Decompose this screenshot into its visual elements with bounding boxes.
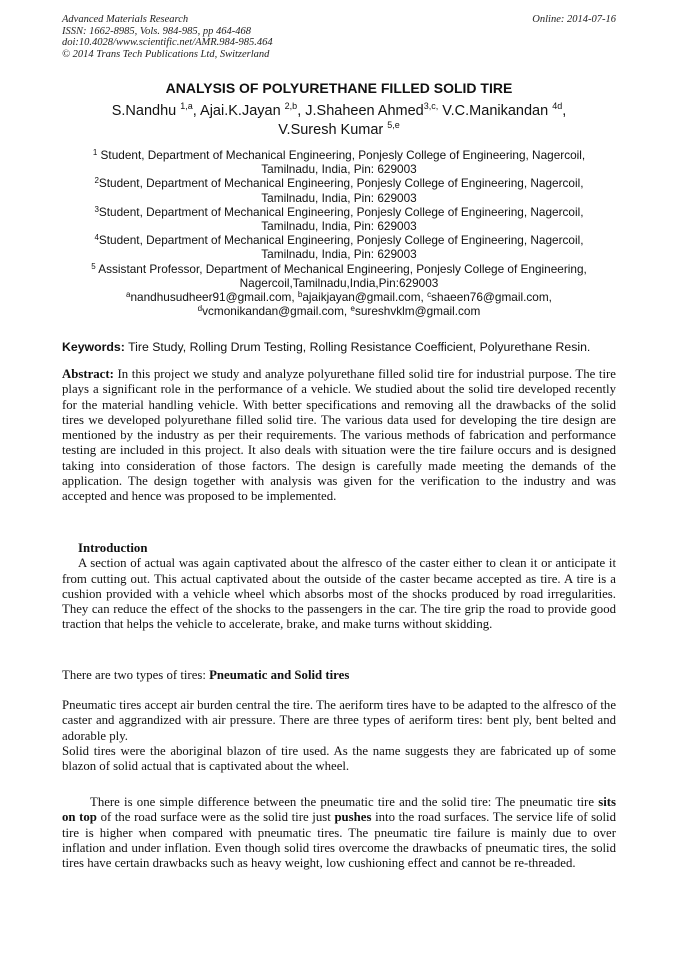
affiliation-5-address: Nagercoil,Tamilnadu,India,Pin:629003 <box>239 275 439 290</box>
author-sup: 2,b <box>284 101 298 111</box>
affiliation-2: $^2$Student, Department of Mechanical Engineering, Ponjesly College of Engineering, Nagercoil, <box>94 176 584 191</box>
affiliations <box>62 148 616 318</box>
author-name: , Ajai.K.Jayan <box>192 103 285 119</box>
email-line-1: $^a$nandhusudheer91@gmail.com, $^b$ajaikjayan@gmail.com, $^c$shaeen76@gmail.com, <box>126 290 552 305</box>
tire-descriptions <box>62 698 616 774</box>
introduction-section <box>62 541 616 633</box>
difference-paragraph: There is one simple difference between the pneumatic tire and the solid tire: The pneumatic tire sits on top of the road surface were as the solid tire just pushes into the road surfaces. The service life of solid tire is higher when compared with pneumatic tires. The pneumatic tire failure is mainly due to over inflation and under inflation. Even though solid tires overcome the drawbacks of pneumatic tires, the solid tires have certain drawbacks such as heavy weight, low cushioning effect and cannot be re-threaded. <box>62 795 617 871</box>
email-a[interactable]: nandhusudheer91@gmail.com, <box>130 290 298 305</box>
email-e[interactable]: sureshvklm@gmail.com <box>354 304 481 319</box>
abstract-label: Abstract: <box>62 367 114 381</box>
author-list <box>62 102 616 140</box>
abstract <box>62 367 616 505</box>
pneumatic-paragraph: Pneumatic tires accept air burden central the tire. The aeriform tires have to be adapted to the alfresco of the caster and aggrandized with air pressure. There are three types of aeriform tires: bent ply, bent belted and adorable ply. <box>62 698 616 743</box>
author-sup: 1,a <box>180 101 193 111</box>
abstract-text: In this project we study and analyze polyurethane filled solid tire for industrial purpose. The tire plays a significant role in the performance of a vehicle. We studied about the solid tire developed recently for the material handling vehicle. With better specifications and removing all the drawbacks of the solid tires we developed polyurethane filled solid tire. The various data used for developing the tire design are mentioned by the industry as per their requirements. The various methods of fabrication and performance testing are included in this project. It also deals with situation were the tire failure occurs and is designed taking into consideration of those factors. The design is carefully made meeting the demands of the application. The design together with analysis was given for the verification to the industry and was accepted and hence was proposed to be implemented. <box>62 367 616 504</box>
paper-title: ANALYSIS OF POLYURETHANE FILLED SOLID TIRE <box>165 80 513 96</box>
affiliation-3: $^3$Student, Department of Mechanical Engineering, Ponjesly College of Engineering, Nagercoil, <box>94 204 584 219</box>
keywords <box>62 340 616 355</box>
author-name: , <box>562 103 567 119</box>
author-sup: 4d <box>552 101 563 111</box>
email-d[interactable]: vcmonikandan@gmail.com, <box>202 304 351 319</box>
email-line-2: $^d$vcmonikandan@gmail.com, $^e$sureshvklm@gmail.com <box>197 304 481 319</box>
introduction-text: A section of actual was again captivated about the alfresco of the caster either to clean it or anticipate it from cutting out. This actual captivated about the outside of the caster became accepted as tire. A tire is a cushion provided with a vehicle wheel which absorbs most of the shocks produced by road irregularities. They can reduce the effect of the shocks to the passengers in the car. The tire grip the road to provide good traction that helps the vehicle to accelerate, brake, and make turns without skidding. <box>62 556 616 632</box>
keywords-label: Keywords: <box>62 340 125 354</box>
author-name: , J.Shaheen Ahmed <box>297 103 424 119</box>
email-b[interactable]: ajaikjayan@gmail.com, <box>302 290 428 305</box>
author-sup: 5,e <box>387 120 400 130</box>
affiliation-2-address: Tamilnadu, India, Pin: 629003 <box>261 190 417 205</box>
online-date: Online: 2014-07-16 <box>532 14 616 25</box>
author-name: V.Suresh Kumar <box>278 122 388 138</box>
tire-types: There are two types of tires: Pneumatic and Solid tires <box>62 668 350 682</box>
tire-types-bold: Pneumatic and Solid tires <box>209 668 350 682</box>
issn-line: ISSN: 1662-8985, Vols. 984-985, pp 464-468 <box>62 25 251 37</box>
affiliation-1: $^1$ Student, Department of Mechanical Engineering, Ponjesly College of Engineering, Nagercoil, <box>92 148 586 162</box>
email-c[interactable]: shaeen76@gmail.com, <box>431 290 552 305</box>
affiliation-1-address: Tamilnadu, India, Pin: 629003 <box>261 162 417 177</box>
affiliation-4: $^4$Student, Department of Mechanical Engineering, Ponjesly College of Engineering, Nagercoil, <box>94 233 584 248</box>
keywords-text: Tire Study, Rolling Drum Testing, Rolling Resistance Coefficient, Polyurethane Resin. <box>124 340 591 354</box>
affiliation-3-address: Tamilnadu, India, Pin: 629003 <box>261 219 417 234</box>
author-name: V.C.Manikandan <box>438 103 553 119</box>
copyright-line: © 2014 Trans Tech Publications Ltd, Switzerland <box>62 48 270 60</box>
author-name: S.Nandhu <box>111 103 181 119</box>
journal-header <box>62 14 273 60</box>
affiliation-4-address: Tamilnadu, India, Pin: 629003 <box>261 247 417 262</box>
doi-line: doi:10.4028/www.scientific.net/AMR.984-985.464 <box>62 37 273 48</box>
introduction-heading: Introduction <box>78 541 148 555</box>
journal-name: Advanced Materials Research <box>62 14 189 25</box>
solid-paragraph: Solid tires were the aboriginal blazon of tire used. As the name suggests they are fabricated up of some blazon of solid actual that is captivated about the wheel. <box>62 743 616 774</box>
affiliation-5: $^5$ Assistant Professor, Department of Mechanical Engineering, Ponjesly College of Engineering, <box>91 261 587 276</box>
author-sup: 3,c, <box>423 101 439 111</box>
